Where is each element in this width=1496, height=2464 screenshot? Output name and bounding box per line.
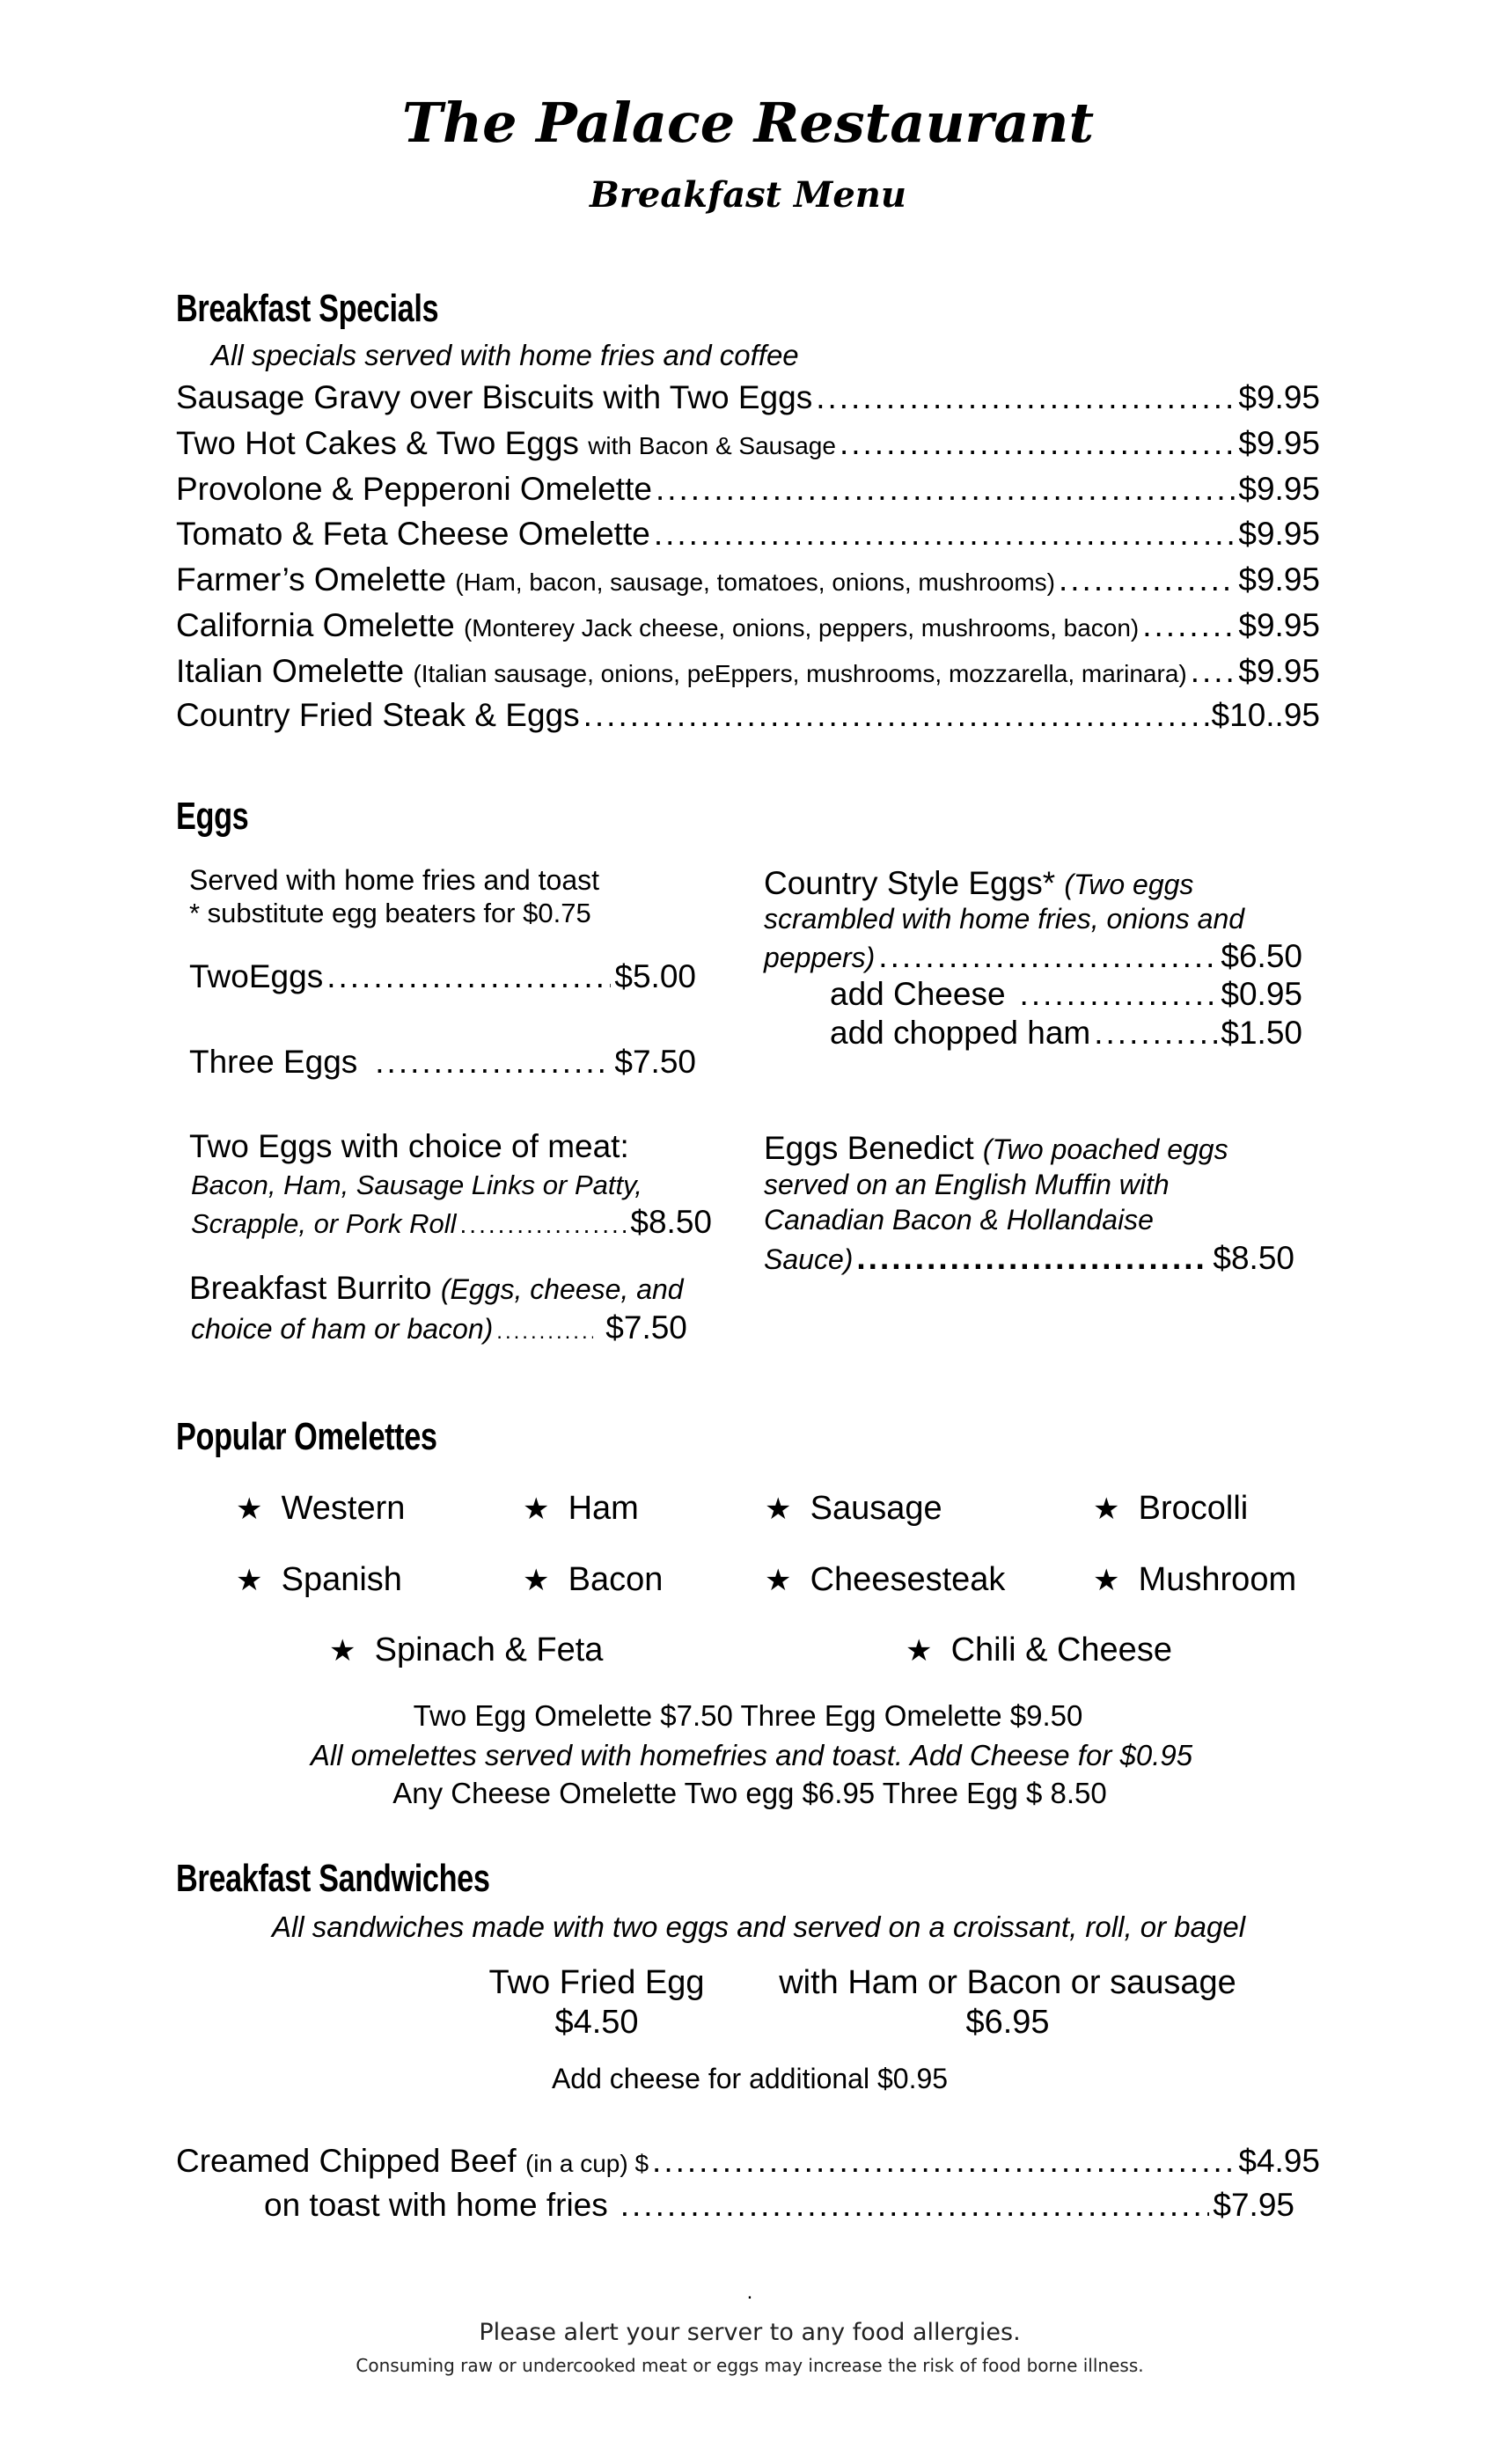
menu-item-special: [176, 607, 1320, 643]
item-name: add Cheese: [830, 976, 1006, 1012]
omelette-name: Mushroom: [1138, 1561, 1297, 1598]
omelette-option: [1093, 1561, 1296, 1599]
item-price: $1.50: [1221, 1015, 1302, 1051]
item-price: $0.95: [1221, 976, 1302, 1012]
item-name: on toast with home fries: [264, 2187, 608, 2223]
item-price: $9.95: [1238, 471, 1320, 507]
menu-item-special: [176, 379, 1320, 415]
menu-item-three-eggs: [189, 1044, 696, 1080]
menu-item-eggs-benedict: [764, 1130, 1228, 1166]
omelette-note: All omelettes served with homefries and toast. Add Cheese for $0.95: [310, 1739, 1193, 1771]
item-price: $7.50: [614, 1044, 696, 1080]
item-desc: (Two poached eggs: [982, 1133, 1228, 1165]
cheese-omelette-prices: Any Cheese Omelette Two egg $6.95 Three Egg $ 8.50: [392, 1777, 1107, 1809]
menu-item-special: [176, 697, 1320, 733]
country-eggs-price: [764, 938, 1302, 974]
item-name: add chopped ham: [830, 1015, 1091, 1051]
item-desc: (Italian sausage, onions, peEppers, mushrooms, mozzarella, marinara): [413, 660, 1187, 687]
omelette-option: [765, 1561, 1005, 1599]
dot-leader: [654, 516, 1236, 552]
item-name: Country Style Eggs*: [764, 865, 1056, 901]
item-price: $5.00: [614, 958, 696, 994]
item-price: $7.50: [605, 1309, 687, 1346]
omelette-option: [523, 1490, 639, 1528]
dot-leader: [652, 2143, 1235, 2179]
item-name: Country Fried Steak & Eggs: [176, 697, 580, 733]
item-desc: Scrapple, or Pork Roll: [191, 1208, 457, 1239]
allergy-notice: Please alert your server to any food allergies.: [479, 2319, 1021, 2346]
sandwich-option-name: with Ham or Bacon or sausage: [779, 1964, 1236, 2001]
dot-leader: [583, 697, 1199, 733]
item-price: $8.50: [630, 1204, 712, 1240]
omelette-name: Bacon: [568, 1561, 664, 1598]
dot-leader: [460, 1211, 627, 1238]
addon-cheese: [830, 976, 1302, 1012]
specials-note: All specials served with home fries and coffee: [211, 339, 799, 371]
dot-leader: [1094, 1015, 1217, 1051]
item-price: $9.95: [1238, 561, 1320, 598]
eggs-substitute-note: * substitute egg beaters for $0.75: [189, 898, 591, 928]
item-desc: (Ham, bacon, sausage, tomatoes, onions, mushrooms): [455, 568, 1055, 596]
menu-item-country-eggs: [764, 865, 1193, 901]
omelette-option: [765, 1490, 942, 1528]
dot-leader: [1020, 976, 1218, 1012]
item-name: Breakfast Burrito: [189, 1270, 432, 1306]
omelette-name: Cheesesteak: [810, 1561, 1006, 1598]
item-desc: (Monterey Jack cheese, onions, peppers, mushrooms, bacon): [463, 614, 1140, 642]
section-heading-sandwiches: Breakfast Sandwiches: [176, 1857, 490, 1900]
star-icon: ★: [1093, 1564, 1120, 1597]
sandwich-cheese-addon: Add cheese for additional $0.95: [551, 2063, 949, 2094]
dot-leader: [620, 2187, 1210, 2223]
item-price: $9.95: [1238, 607, 1320, 643]
star-icon: ★: [1093, 1492, 1120, 1526]
burrito-price: [191, 1309, 708, 1346]
omelette-name: Sausage: [810, 1490, 942, 1527]
dot-leader: [326, 958, 611, 994]
menu-item-burrito: [189, 1270, 684, 1306]
item-name: Farmer’s Omelette: [176, 561, 447, 598]
item-desc: (Eggs, cheese, and: [440, 1273, 684, 1305]
item-desc: (Two eggs: [1064, 869, 1194, 900]
footer-dot: .: [746, 2280, 753, 2304]
item-price: .$10..95: [1202, 697, 1320, 733]
star-icon: ★: [236, 1492, 263, 1526]
omelette-option: [1093, 1490, 1248, 1528]
menu-item-eggs-meat: Two Eggs with choice of meat:: [189, 1128, 629, 1164]
dot-leader: [840, 425, 1235, 461]
omelette-option: [329, 1632, 603, 1669]
item-name: Sausage Gravy over Biscuits with Two Eggs: [176, 379, 813, 415]
item-price: $9.95: [1238, 653, 1320, 689]
raw-food-warning: Consuming raw or undercooked meat or eggs may increase the risk of food borne illness.: [356, 2355, 1144, 2376]
item-desc: with Bacon & Sausage: [588, 432, 836, 459]
dot-leader: [1191, 653, 1236, 689]
dot-leader: [656, 471, 1235, 507]
omelette-prices: Two Egg Omelette $7.50 Three Egg Omelette $9.50: [413, 1699, 1083, 1732]
restaurant-title: The Palace Restaurant: [401, 91, 1095, 155]
item-price: $6.50: [1221, 938, 1302, 974]
menu-item-special: [176, 425, 1320, 461]
section-heading-omelettes: Popular Omelettes: [176, 1415, 437, 1458]
benedict-price: [764, 1240, 1294, 1276]
item-price: $9.95: [1238, 516, 1320, 552]
menu-item-special: [176, 516, 1320, 552]
item-desc: peppers): [764, 942, 876, 973]
omelette-option: [906, 1632, 1172, 1669]
star-icon: ★: [906, 1634, 933, 1668]
benedict-desc: Canadian Bacon & Hollandaise: [764, 1204, 1154, 1236]
item-name: Italian Omelette: [176, 653, 405, 689]
addon-ham: [830, 1015, 1302, 1051]
dot-leader: [496, 1321, 593, 1345]
item-name: Eggs Benedict: [764, 1130, 974, 1166]
item-name: Three Eggs: [189, 1044, 358, 1080]
country-eggs-desc: scrambled with home fries, onions and: [764, 903, 1245, 935]
star-icon: ★: [523, 1564, 550, 1597]
sandwich-option-price: $6.95: [965, 2004, 1050, 2041]
omelette-name: Western: [281, 1490, 406, 1527]
menu-item-two-eggs: [189, 958, 696, 994]
omelette-option: [523, 1561, 663, 1599]
benedict-desc: served on an English Muffin with: [764, 1169, 1170, 1200]
omelette-name: Spanish: [281, 1561, 402, 1598]
omelette-name: Spinach & Feta: [374, 1632, 604, 1668]
omelette-name: Chili & Cheese: [950, 1632, 1172, 1668]
item-desc: (in a cup) $: [524, 2150, 649, 2177]
dot-leader: [1059, 561, 1235, 598]
sandwich-option-price: $4.50: [554, 2004, 639, 2041]
menu-subtitle: Breakfast Menu: [590, 174, 906, 216]
item-name: Provolone & Pepperoni Omelette: [176, 471, 652, 507]
item-price: $8.50: [1213, 1240, 1294, 1276]
omelette-name: Ham: [568, 1490, 639, 1527]
star-icon: ★: [765, 1564, 792, 1597]
item-name: Creamed Chipped Beef: [176, 2143, 517, 2179]
meat-options: Bacon, Ham, Sausage Links or Patty,: [191, 1170, 642, 1200]
eggs-note: Served with home fries and toast: [189, 864, 600, 896]
omelette-name: Brocolli: [1138, 1490, 1249, 1527]
item-name: California Omelette: [176, 607, 455, 643]
menu-item-chipped-beef-toast: [264, 2187, 1294, 2223]
dot-leader: [878, 938, 1217, 974]
item-price: $7.95: [1213, 2187, 1294, 2223]
item-price: $9.95: [1238, 425, 1320, 461]
omelette-option: [236, 1561, 402, 1599]
item-price: $9.95: [1238, 379, 1320, 415]
item-name: TwoEggs: [189, 958, 324, 994]
item-price: $4.95: [1238, 2143, 1320, 2179]
menu-item-special: [176, 471, 1320, 507]
star-icon: ★: [765, 1492, 792, 1526]
item-desc: Sauce): [764, 1243, 854, 1275]
item-name: Tomato & Feta Cheese Omelette: [176, 516, 650, 552]
dot-leader: [856, 1240, 1209, 1276]
item-name: Two Hot Cakes & Two Eggs: [176, 425, 579, 461]
item-desc: choice of ham or bacon): [191, 1313, 494, 1345]
section-heading-eggs: Eggs: [176, 795, 249, 838]
dot-leader: [816, 379, 1235, 415]
menu-item-special: [176, 653, 1320, 689]
dot-leader: [1142, 607, 1235, 643]
star-icon: ★: [329, 1634, 356, 1668]
section-heading-specials: Breakfast Specials: [176, 287, 439, 330]
sandwiches-note: All sandwiches made with two eggs and served on a croissant, roll, or bagel: [271, 1910, 1246, 1943]
star-icon: ★: [236, 1564, 263, 1597]
meat-options-price: [191, 1204, 712, 1240]
omelette-option: [236, 1490, 405, 1528]
dot-leader: [375, 1044, 611, 1080]
sandwich-option-name: Two Fried Egg: [488, 1964, 705, 2001]
star-icon: ★: [523, 1492, 550, 1526]
menu-item-chipped-beef: [176, 2143, 1320, 2179]
menu-item-special: [176, 561, 1320, 598]
